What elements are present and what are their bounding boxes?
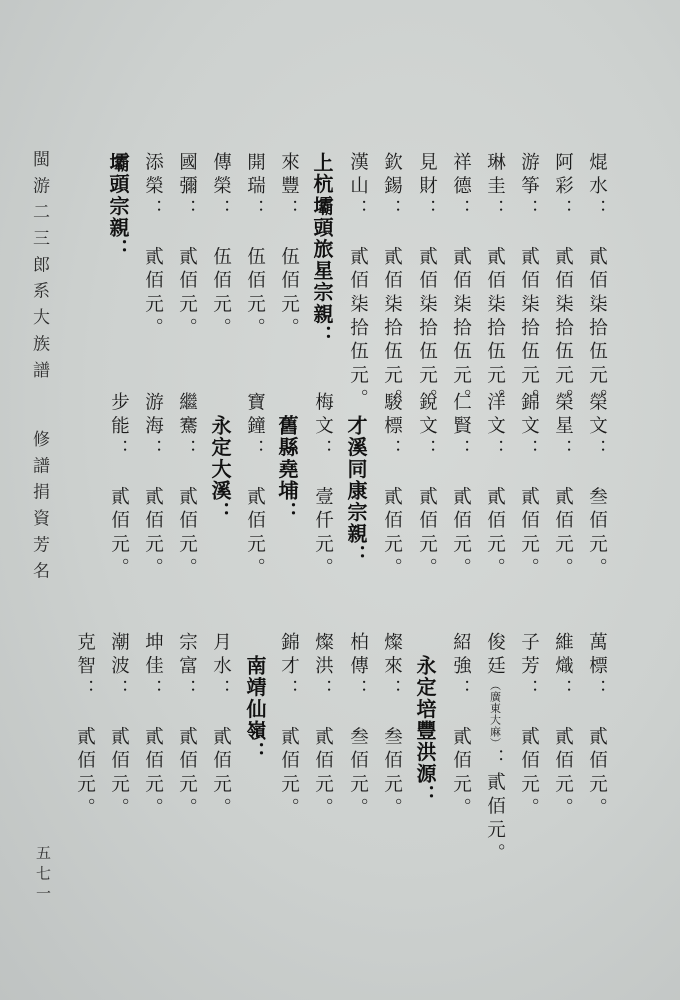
donor-entry: 來豐： 伍佰元。 xyxy=(278,152,300,342)
donor-entry: 洋文： 貳佰元。 xyxy=(484,392,506,582)
origin-note: （廣東大麻） xyxy=(488,679,502,749)
clan-heading: 上杭壩頭旅星宗親： xyxy=(310,152,334,347)
donor-entry: 阿彩： 貳佰柒拾伍元。 xyxy=(552,152,574,413)
donor-entry: 宗富： 貳佰元。 xyxy=(176,632,198,822)
donor-entry: 開瑞： 伍佰元。 xyxy=(244,152,266,342)
donor-entry: 萬標： 貳佰元。 xyxy=(586,632,608,822)
donor-entry: 見財： 貳佰柒拾伍元。 xyxy=(416,152,438,413)
donor-entry: 漢山： 貳佰柒拾伍元。 xyxy=(347,152,369,413)
donor-entry: 梅文： 壹仟元。 xyxy=(312,392,334,582)
page-number: 五七一 xyxy=(34,845,52,906)
donor-entry: 駿標： 貳佰元。 xyxy=(381,392,403,582)
donor-entry: 錦文： 貳佰元。 xyxy=(518,392,540,582)
donor-entry: 榮文： 叁佰元。 xyxy=(586,392,608,582)
donor-name: 俊廷 xyxy=(484,632,506,680)
donor-entry: 國彌： 貳佰元。 xyxy=(176,152,198,342)
clan-heading: 壩頭宗親： xyxy=(106,152,130,260)
donor-entry: 維熾： 貳佰元。 xyxy=(552,632,574,822)
donor-entry: 仁賢： 貳佰元。 xyxy=(450,392,472,582)
clan-heading: 永定大溪： xyxy=(208,415,232,523)
donor-entry-special xyxy=(485,632,504,867)
donor-entry: 克智： 貳佰元。 xyxy=(74,632,96,822)
donor-entry: 燦洪： 貳佰元。 xyxy=(312,632,334,822)
clan-heading: 舊縣堯埔： xyxy=(275,415,299,523)
section-title: 修譜捐資芳名 xyxy=(29,430,49,589)
donor-entry: 坤佳： 貳佰元。 xyxy=(142,632,164,822)
donor-entry: 銳文： 貳佰元。 xyxy=(416,392,438,582)
donor-entry: 傳榮： 伍佰元。 xyxy=(210,152,232,342)
donor-entry: 月水： 貳佰元。 xyxy=(210,632,232,822)
donor-entry: 紹強： 貳佰元。 xyxy=(450,632,472,822)
donor-entry: 步能： 貳佰元。 xyxy=(108,392,130,582)
donor-entry: 琳圭： 貳佰柒拾伍元。 xyxy=(484,152,506,413)
book-title: 閩游二三郎系大族譜 xyxy=(29,150,49,388)
clan-heading: 南靖仙嶺： xyxy=(243,655,267,763)
donor-entry: 添榮： 貳佰元。 xyxy=(142,152,164,342)
clan-heading: 才溪同康宗親： xyxy=(344,415,368,567)
donor-entry: 繼騫： 貳佰元。 xyxy=(176,392,198,582)
donor-entry: 潮波： 貳佰元。 xyxy=(108,632,130,822)
donor-entry: 寶鐘： 貳佰元。 xyxy=(244,392,266,582)
clan-heading: 永定培豐洪源： xyxy=(413,655,437,807)
donor-entry: 游筝： 貳佰柒拾伍元。 xyxy=(518,152,540,413)
donor-entry: 游海： 貳佰元。 xyxy=(142,392,164,582)
donor-entry: 欽錫： 貳佰柒拾伍元。 xyxy=(381,152,403,413)
donor-entry: 錦才： 貳佰元。 xyxy=(278,632,300,822)
donor-entry: 榮星： 貳佰元。 xyxy=(552,392,574,582)
donor-entry: 柏傳： 叁佰元。 xyxy=(347,632,369,822)
donor-entry: 子芳： 貳佰元。 xyxy=(518,632,540,822)
donor-entry: 燦來： 叁佰元。 xyxy=(381,632,403,822)
donor-amount: ：貳佰元。 xyxy=(484,748,506,868)
donor-entry: 焜水： 貳佰柒拾伍元。 xyxy=(586,152,608,413)
donor-entry: 祥德： 貳佰柒拾伍元。 xyxy=(450,152,472,413)
